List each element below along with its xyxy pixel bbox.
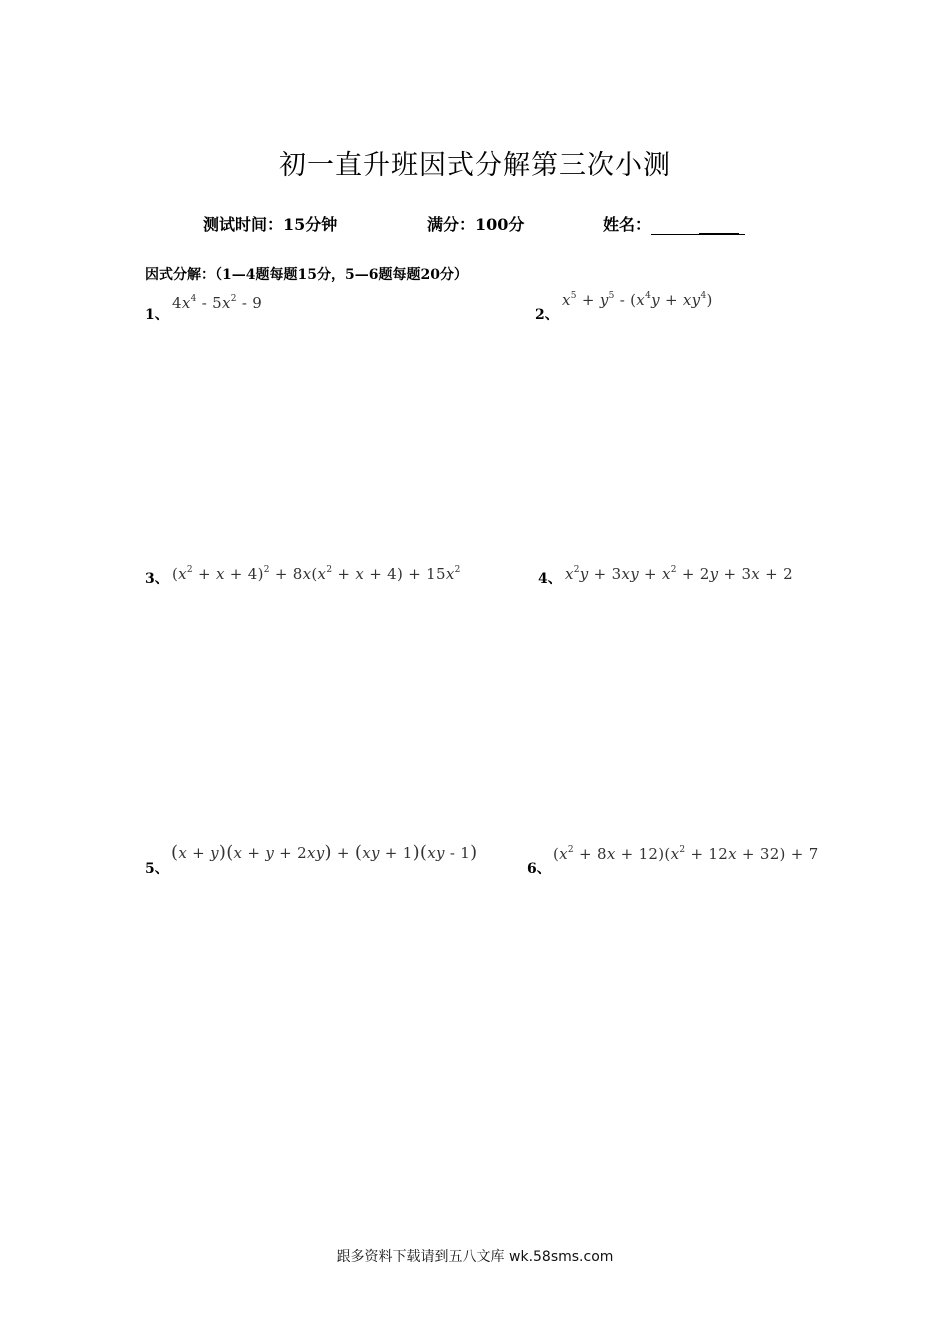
question-3-expression: $(x^2 + x + 4)^2 + 8x(x^2 + x + 4) + 15x^2$ [172,565,461,583]
student-name-label: 姓名： [603,215,652,234]
instruction-text: 因式分解：（1—4题每题15分，5—6题每题20分） [145,267,468,283]
question-4-expression: $x^2y + 3xy + x^2 + 2y + 3x + 2$ [565,565,793,583]
page-title: 初一直升班因式分解第三次小测 [279,150,671,181]
question-5-number: 5、 [145,861,169,877]
question-4-number: 4、 [538,571,562,587]
question-1-expression: $4x^4 - 5x^2 - 9$ [172,294,263,312]
question-1-number: 1、 [145,307,169,323]
question-2-expression: $x^5 + y^5 - (x^4y + xy^4)$ [562,291,713,309]
full-score-label: 满分：100分 [427,215,525,234]
question-6-number: 6、 [527,861,551,877]
test-time-label: 测试时间：15分钟 [203,215,338,234]
question-2-number: 2、 [535,307,559,323]
question-3-number: 3、 [145,571,169,587]
footer-text: 跟多资料下载请到五八文库 wk.58sms.com [336,1249,614,1265]
question-5-expression: (x + y)(x + y + 2xy) + (xy + 1)(xy - 1) [171,842,478,863]
student-name-field[interactable] [603,212,745,235]
name-blank-line[interactable] [651,217,745,235]
question-6-expression: $(x^2 + 8x + 12)(x^2 + 12x + 32) + 7$ [553,845,819,863]
